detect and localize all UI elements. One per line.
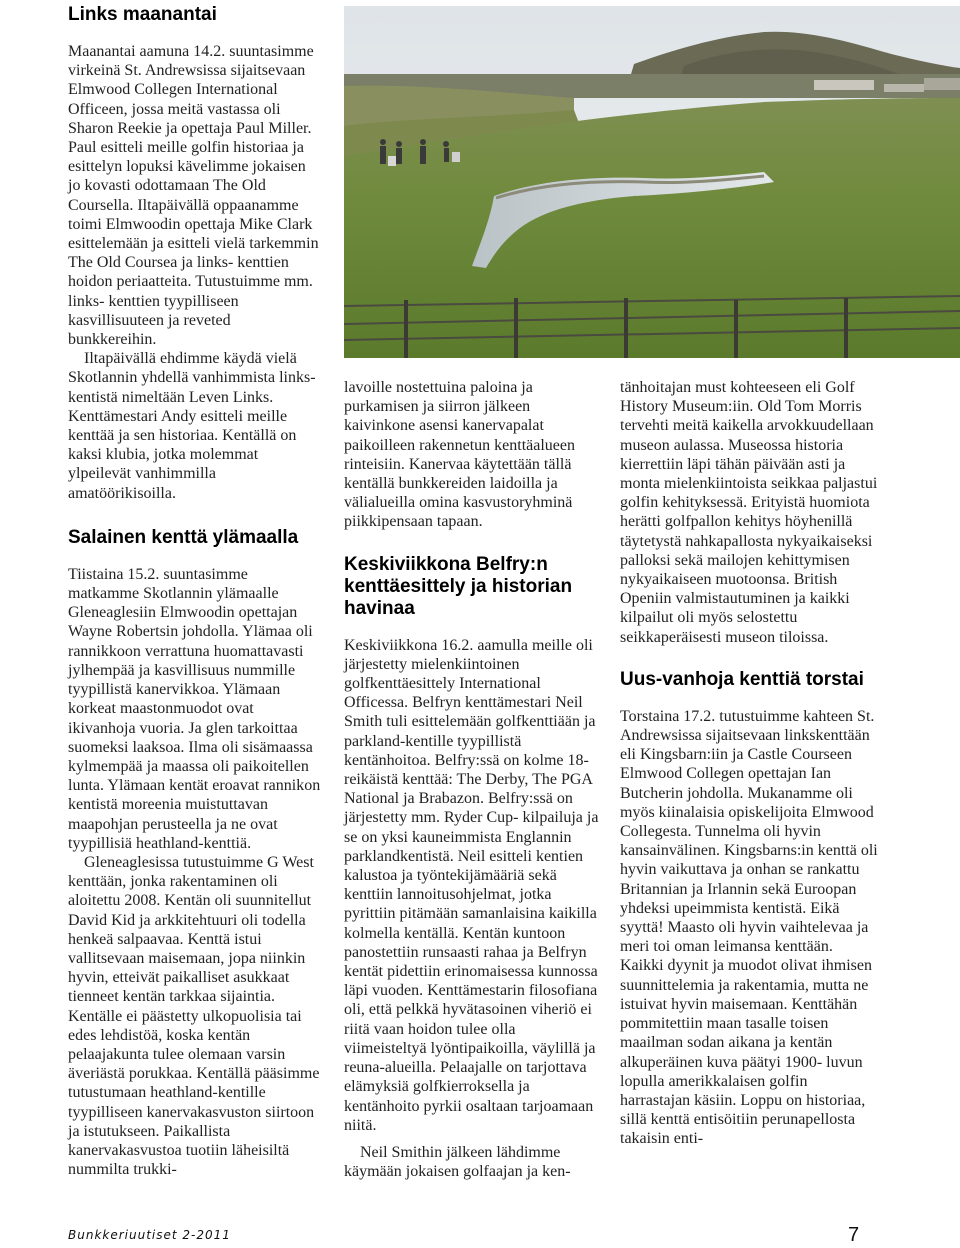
heading-keskiviikkona-belfry: Keskiviikkona Belfry:n kenttäesittely ja historian havinaa (344, 553, 573, 619)
publication-footer: Bunkkeriuutiset 2-2011 (68, 1228, 231, 1242)
column-left (68, 4, 322, 1179)
page-number: 7 (848, 1224, 860, 1246)
paragraph: Iltapäivällä ehdimme käydä vielä Skotlannin yhdellä vanhimmista links- kentistä nimeltään Leven Links. Kenttämestari Andy esitteli meille kenttää ja sen historiaa. Kentällä on kaksi klubia, jotka molemmat ylpeilevät vanhimmilla amatöörikisoilla. (68, 350, 316, 502)
golf-course-photo (344, 6, 960, 358)
column-right (620, 378, 878, 1149)
paragraph: Keskiviikkona 16.2. aamulla meille oli järjestetty mielenkiintoinen golfkenttäesittely International Officessa. Belfryn kenttämestari Neil Smith tuli esittelemään golfkenttiään ja parkland-kentille tyypillistä kentänhoitoa. Belfry:ssä on kolme 18- reikäistä kenttää: The Derby, The PGA National ja Brabazon. Belfry:ssä on järjestetty mm. Ryder Cup- kilpailuja ja se on yksi kauneimmista Englannin parklandkentistä. Neil esitteli kentien kalustoa ja työntekijämääriä sekä kenttiin lannoitusohjelmat, jotka pyrittiin pitämään samanlaisina kaikilla kolmella kentällä. Kentän kuntoon panostettiin runsaasti rahaa ja Belfryn kentät pidettiin erinomaisessa kunnossa läpi vuoden. Kenttämestarin filosofiana oli, että pelkkä hyvätasoinen viheriö ei riitä vaan hoidon tulee olla viimeisteltyä lyöntipaikoilla, väylillä ja reuna-alueilla. Pelaajalle on tarjottava elämyksiä golfkierroksella ja kentänhoito pyrkii osaltaan tarjoamaan niitä. (344, 636, 599, 1134)
heading-links-maanantai: Links maanantai (68, 4, 217, 25)
paragraph: Tiistaina 15.2. suuntasimme matkamme Skotlannin ylämaalle Gleneaglesiin Elmwoodin opettajan Wayne Robertsin johdolla. Ylämaa oli rannikkoon verrattuna huomattavasti jylhempää ja kasvillisuus nummille tyypillistä kanervikkoa. Ylämaan korkeat maastonmuodot ovat ikivanhoja vuoria. Ja glen tarkoittaa suomeksi laaksoa. Ilma oli sisämaassa kylmempää ja maassa oli paikoitellen lunta. Ylämaan kentät eroavat rannikon kentistä moreenia muistuttavan maapohjan perusteella ja ne ovat tyypillisiä heathland-kenttiä. (68, 565, 321, 852)
paragraph: Maanantai aamuna 14.2. suuntasimme virkeinä St. Andrewsissa sijaitsevaan Elmwood Collegen International Officeen, jossa meitä vastassa oli Sharon Reekie ja opettaja Paul Miller. Paul esitteli meille golfin historiaa ja esittelyn lopuksi kävelimme jokaisen jo kovasti odottamaan The Old Coursella. Iltapäivällä oppaanamme toimi Elmwoodin opettaja Mike Clark esittelemään ja esitteli vielä tarkemmin The Old Coursea ja links- kenttien hoidon periaatteita. Tutustuimme mm. links- kenttien tyypilliseen kasvillisuuteen ja reveted bunkkereihin. (68, 43, 319, 349)
paragraph: Gleneaglesissa tutustuimme G West kenttään, jonka rakentaminen oli aloitettu 2008. Kentän oli suunnitellut David Kid ja arkkitehtuuri oli todella henkeä salpaavaa. Kenttä istui vallitsevaan maisemaan, jopa niinkin hyvin, etteivät paikalliset asukkaat tienneet kentän tarkkaa sijaintia. Kentälle ei päästetty ulkopuolisia tai edes lehdistöä, koska kentän pelaajakunta tulee olemaan varsin äveriästä porukkaa. Kentällä pääsimme tutustumaan heathland-kentille tyypilliseen kanervakasvuston siirtoon ja istutukseen. Paikallista kanervakasvustoa tuotiin läheisiltä nummilta trukki- (68, 853, 320, 1179)
paragraph: Torstaina 17.2. tutustuimme kahteen St. Andrewsissa sijaitsevaan linkskenttään eli Kingsbarn:iin ja Castle Courseen Elmwood Collegen opettajan Ian Butcherin johdolla. Mukanamme oli myös kiinalaisia opiskelijoita Elmwood Collegesta. Tunnelma oli hyvin kansainvälinen. Kingsbarns:in kenttä oli hyvin vaikuttava ja onhan se rankattu Britannian ja Irlannin sekä Euroopan yhdeksi upeimmista kentistä. Eikä syyttä! Maasto oli hyvin vaihtelevaa ja meri toi oman leimansa kenttään. Kaikki dyynit ja muodot olivat ihmisen suunnittelemia ja rakentamia, mutta ne istuivat hyvin maisemaan. Kenttähän pommitettiin maan tasalle toisen maailman sodan aikana ja kentän alkuperäinen kuva päätyi 1900- luvun lopulla amerikkalaisen golfin harrastajan käsiin. Loppu on historiaa, sillä kenttä entisöitiin perunapellosta takaisin enti- (620, 707, 878, 1148)
column-middle (344, 378, 602, 1181)
paragraph: lavoille nostettuina paloina ja purkamisen ja siirron jälkeen kaivinkone asensi kanervapalat paikoilleen rakennetun kenttäalueen rinteisiin. Kanervaa käytettään tällä kentällä bunkkereiden laidoilla ja välialueilla omina kasvustoryhminä piikkipensaan tapaan. (344, 379, 576, 531)
heading-salainen-kentta: Salainen kenttä ylämaalla (68, 526, 299, 548)
golf-course-photo-icon (344, 6, 960, 358)
paragraph: Neil Smithin jälkeen lähdimme käymään jokaisen golfaajan ja ken- (344, 1143, 571, 1181)
paragraph: tänhoitajan must kohteeseen eli Golf History Museum:iin. Old Tom Morris tervehti meitä kaikella arvokkuudellaan museon aulassa. Museossa historia kierrettiin läpi tähän päivään asti ja monta mielenkiintoista seikkaa paljastui golfin kehityksessä. Erityistä huomiota herätti golfpallon kehitys höyhenillä täytetystä nahkapallosta nykyaikaiseksi palloksi sekä mailojen kehittymisen nykyaikaiseen muotoonsa. British Openiin valmistautuminen ja kaikki kilpailut oli myös selostettu seikkaperäisesti museon tiloissa. (620, 379, 878, 646)
heading-uus-vanhoja: Uus-vanhoja kenttiä torstai (620, 668, 864, 690)
